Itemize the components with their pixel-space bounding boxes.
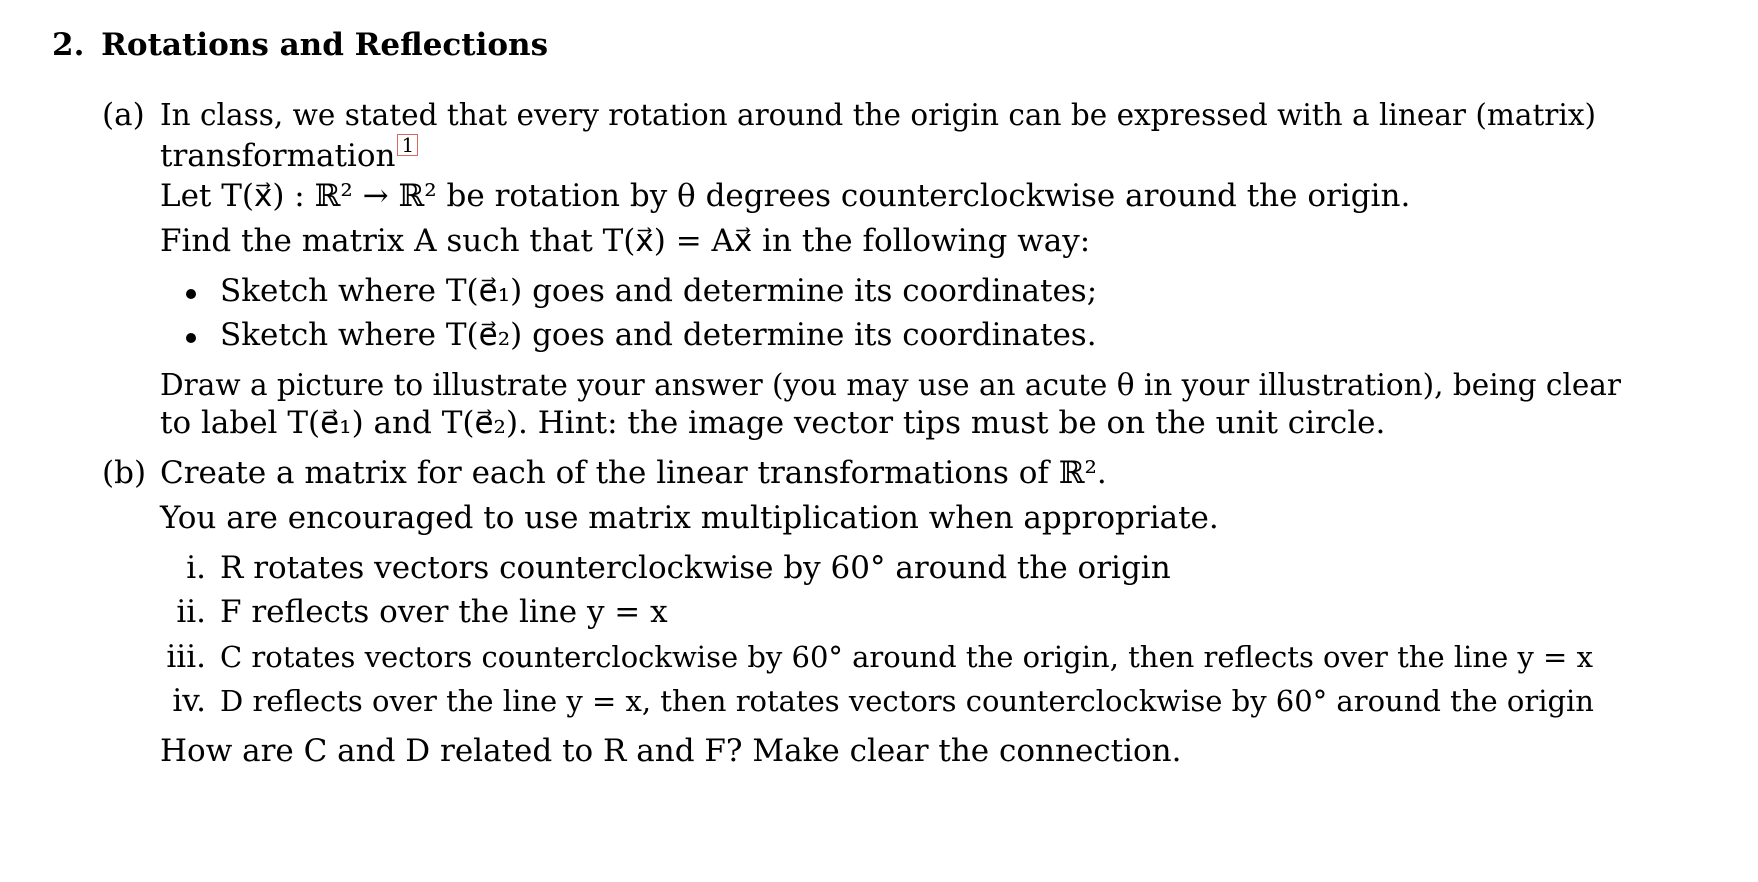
item-text: C rotates vectors counterclockwise by 60° around the origin, then reflects over the line y = x [220,640,1593,674]
part-b-line2: You are encouraged to use matrix multiplication when appropriate. [160,500,1219,536]
section-title: Rotations and Reflections [101,27,549,63]
part-b-line1: Create a matrix for each of the linear transformations of ℝ². [160,455,1107,491]
part-a-label: (a) [102,97,145,133]
part-a-bullet-2: Sketch where T(e⃗₂) goes and determine its coordinates. [220,317,1097,353]
part-a-bullet-1: Sketch where T(e⃗₁) goes and determine its coordinates; [220,273,1098,309]
item-text: D reflects over the line y = x, then rotates vectors counterclockwise by 60° around the origin [220,684,1594,718]
part-b-closing: How are C and D related to R and F? Make clear the connection. [160,733,1182,769]
part-a-line3: Let T(x⃗) : ℝ² → ℝ² be rotation by θ degrees counterclockwise around the origin. [160,178,1411,214]
footnote-link[interactable]: 1 [397,134,418,156]
bullet-dot [186,289,196,299]
part-a-line5: Draw a picture to illustrate your answer (you may use an acute θ in your illustration), being clear [160,368,1621,402]
part-a-line2-wrap [160,134,418,175]
item-text: F reflects over the line y = x [220,594,668,630]
item-label: i. [186,550,206,586]
part-b-label: (b) [102,455,147,491]
part-a-line6: to label T(e⃗₁) and T(e⃗₂). Hint: the image vector tips must be on the unit circle. [160,405,1386,441]
section-heading [52,26,548,64]
section-number: 2. [52,27,85,63]
part-a-line4: Find the matrix A such that T(x⃗) = Ax⃗ in the following way: [160,223,1091,259]
bullet-dot [186,333,196,343]
item-label: iv. [172,683,206,719]
part-a-line1: In class, we stated that every rotation around the origin can be expressed with a linear (matrix) [160,98,1596,132]
item-text: R rotates vectors counterclockwise by 60° around the origin [220,550,1171,586]
item-label: iii. [166,639,206,675]
item-label: ii. [176,594,206,630]
part-a-line2: transformation [160,138,396,174]
